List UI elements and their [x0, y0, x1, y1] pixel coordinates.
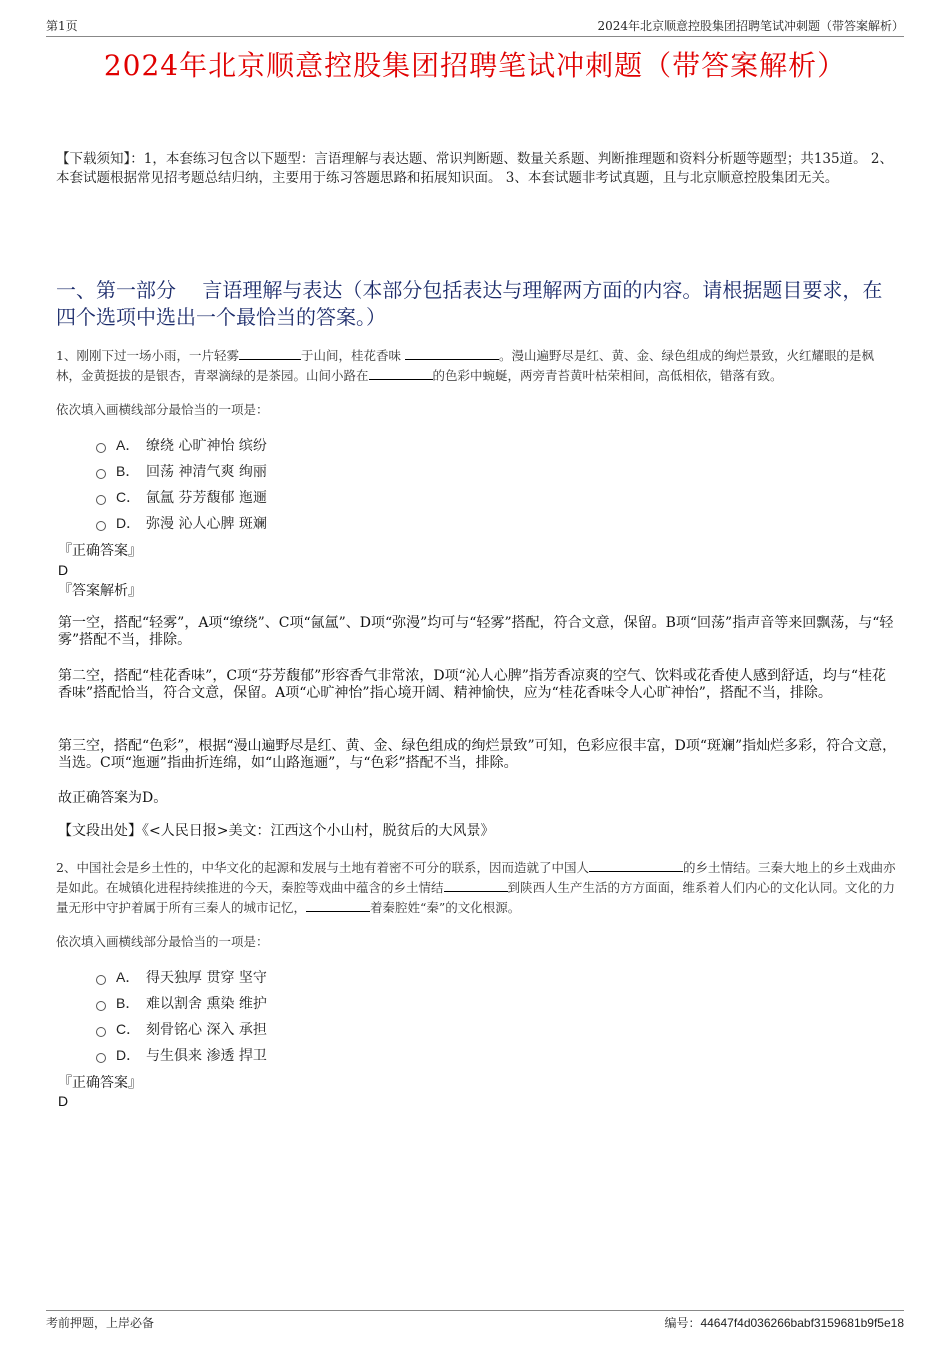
page-number: 第1页 — [46, 19, 78, 33]
question-2-options — [96, 964, 267, 1068]
analysis-conclusion: 故正确答案为D。 — [58, 790, 168, 806]
blank — [369, 367, 433, 380]
correct-answer-label: 『正确答案』 — [58, 1075, 142, 1091]
option-b[interactable]: B． 回荡 神清气爽 绚丽 — [96, 458, 267, 484]
correct-answer: D — [58, 562, 69, 578]
question-1-options — [96, 432, 267, 536]
question-2-text: 2、中国社会是乡土性的，中华文化的起源和发展与土地有着密不可分的联系，因而造就了中国人 的乡土情结。三秦大地上的乡土戏曲亦是如此。在城镇化进程持续推进的今天，秦腔等戏曲中蕴含的乡土情结 到陕西人生产生活的方方面面，维系着人们内心的文化认同。文化的力量无形中守护着属于所有三秦人的城市记忆， 着秦腔姓“秦”的文化根源。 — [56, 860, 896, 915]
option-c[interactable]: C． 刻骨铭心 深入 承担 — [96, 1016, 267, 1042]
option-d[interactable]: D． 弥漫 沁人心脾 斑斓 — [96, 510, 267, 536]
document-title: 2024年北京顺意控股集团招聘笔试冲刺题（带答案解析） — [103, 49, 847, 82]
footer-slogan: 考前押题，上岸必备 — [46, 1316, 155, 1330]
page-footer — [46, 1310, 904, 1331]
source-citation: 【文段出处】《<人民日报>美文：江西这个小山村，脱贫后的大风景》 — [58, 823, 495, 839]
radio-icon[interactable] — [96, 521, 106, 531]
section-heading: 一、第一部分 言语理解与表达（本部分包括表达与理解两方面的内容。请根据题目要求，在四个选项中选出一个最恰当的答案。） — [56, 278, 883, 329]
radio-icon[interactable] — [96, 469, 106, 479]
radio-icon[interactable] — [96, 1053, 106, 1063]
blank — [239, 347, 301, 360]
radio-icon[interactable] — [96, 1027, 106, 1037]
option-d[interactable]: D． 与生俱来 渗透 捍卫 — [96, 1042, 267, 1068]
correct-answer-label: 『正确答案』 — [58, 543, 142, 559]
question-1-text: 1、刚刚下过一场小雨，一片轻雾 于山间，桂花香味 。漫山遍野尽是红、黄、金、绿色组成的绚烂景致，火红耀眼的是枫林，金黄挺拔的是银杏，青翠滴绿的是茶园。山间小路在 的色彩中蜿蜒，两旁青苔黄叶枯荣相间，高低相依，错落有致。 — [56, 348, 874, 383]
radio-icon[interactable] — [96, 443, 106, 453]
blank — [405, 347, 499, 360]
download-notice: 【下载须知】：1，本套练习包含以下题型：言语理解与表达题、常识判断题、数量关系题、判断推理题和资料分析题等题型；共135道。 2、本套试题根据常见招考题总结归纳，主要用于练习答题思路和拓展知识面。 3、本套试题非考试真题，且与北京顺意控股集团无关。 — [56, 151, 893, 186]
page-header — [46, 14, 904, 37]
question-1-prompt: 依次填入画横线部分最恰当的一项是： — [56, 402, 269, 417]
option-c[interactable]: C． 氤氲 芬芳馥郁 迤逦 — [96, 484, 267, 510]
blank — [306, 899, 370, 912]
option-a[interactable]: A． 缭绕 心旷神怡 缤纷 — [96, 432, 267, 458]
option-a[interactable]: A． 得天独厚 贯穿 坚守 — [96, 964, 267, 990]
analysis-paragraph: 第三空，搭配“色彩”，根据“漫山遍野尽是红、黄、金、绿色组成的绚烂景致”可知，色彩应很丰富，D项“斑斓”指灿烂多彩，符合文意，当选。C项“迤逦”指曲折连绵，如“山路迤逦”，与“色彩”搭配不当，排除。 — [58, 738, 897, 771]
analysis-paragraph: 第二空，搭配“桂花香味”，C项“芬芳馥郁”形容香气非常浓，D项“沁人心脾”指芳香凉爽的空气、饮料或花香使人感到舒适，均与“桂花香味”搭配恰当，符合文意，保留。A项“心旷神怡”指心境开阔、精神愉快，应为“桂花香味令人心旷神怡”，搭配不当，排除。 — [58, 668, 887, 701]
header-title: 2024年北京顺意控股集团招聘笔试冲刺题（带答案解析） — [597, 19, 904, 33]
correct-answer: D — [58, 1093, 69, 1109]
question-2-prompt: 依次填入画横线部分最恰当的一项是： — [56, 934, 269, 949]
analysis-paragraph: 第一空，搭配“轻雾”，A项“缭绕”、C项“氤氲”、D项“弥漫”均可与“轻雾”搭配，符合文意，保留。B项“回荡”指声音等来回飘荡，与“轻雾”搭配不当，排除。 — [58, 615, 894, 648]
document-id: 编号：44647f4d036266babf3159681b9f5e18 — [664, 1316, 904, 1330]
blank — [444, 879, 508, 892]
radio-icon[interactable] — [96, 975, 106, 985]
option-b[interactable]: B． 难以割舍 熏染 维护 — [96, 990, 267, 1016]
radio-icon[interactable] — [96, 1001, 106, 1011]
blank — [589, 859, 683, 872]
radio-icon[interactable] — [96, 495, 106, 505]
analysis-label: 『答案解析』 — [58, 583, 142, 599]
